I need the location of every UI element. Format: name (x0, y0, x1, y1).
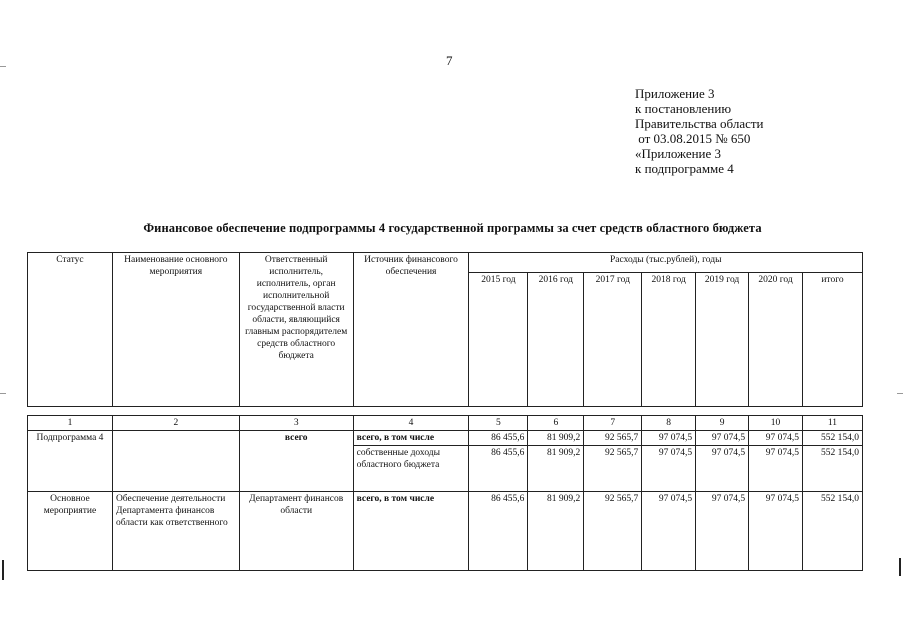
row-status: Подпрограмма 4 (28, 431, 113, 492)
column-number: 2 (112, 416, 239, 431)
row-value-total: 552 154,0 (802, 492, 862, 571)
scan-edge-tick (0, 66, 6, 67)
row-value-2015: 86 455,6 (469, 492, 528, 571)
row-value-2016: 81 909,2 (528, 446, 584, 492)
appendix-block (635, 86, 764, 176)
row-value-2015: 86 455,6 (469, 446, 528, 492)
row-value-2016: 81 909,2 (528, 431, 584, 446)
header-year-2015: 2015 год (469, 273, 528, 407)
column-number: 3 (239, 416, 353, 431)
column-number: 5 (469, 416, 528, 431)
scan-edge-mark-right (899, 558, 901, 576)
header-year-2017: 2017 год (584, 273, 642, 407)
row-value-2020: 97 074,5 (749, 492, 803, 571)
table-row (28, 431, 863, 446)
row-value-2016: 81 909,2 (528, 492, 584, 571)
column-number: 9 (696, 416, 749, 431)
row-value-2018: 97 074,5 (642, 492, 696, 571)
row-value-2015: 86 455,6 (469, 431, 528, 446)
appendix-line: к подпрограмме 4 (635, 161, 734, 176)
header-year-2019: 2019 год (696, 273, 749, 407)
appendix-line: «Приложение 3 (635, 146, 722, 161)
header-expenses: Расходы (тыс.рублей), годы (469, 253, 863, 273)
header-total: итого (802, 273, 862, 407)
row-value-2020: 97 074,5 (749, 446, 803, 492)
row-value-2019: 97 074,5 (696, 446, 749, 492)
header-executor: Ответственный исполнитель, исполнитель, орган исполнительной государственной власти области, являющийся главным распорядителем средств областного бюджета (239, 253, 353, 407)
document-title: Финансовое обеспечение подпрограммы 4 государственной программы за счет средств областного бюджета (143, 221, 762, 235)
appendix-line: Правительства области (635, 116, 764, 131)
header-status: Статус (28, 253, 113, 407)
row-value-2017: 92 565,7 (584, 492, 642, 571)
row-value-2019: 97 074,5 (696, 492, 749, 571)
row-value-2018: 97 074,5 (642, 446, 696, 492)
header-name: Наименование основного мероприятия (112, 253, 239, 407)
row-value-2018: 97 074,5 (642, 431, 696, 446)
row-source: всего, в том числе (353, 431, 469, 446)
row-value-2017: 92 565,7 (584, 446, 642, 492)
row-value-total: 552 154,0 (802, 431, 862, 446)
row-name (112, 431, 239, 492)
scan-edge-tick (0, 393, 6, 394)
row-status: Основное мероприятие (28, 492, 113, 571)
row-name: Обеспечение деятельности Департамента финансов области как ответственного (112, 492, 239, 571)
column-number: 8 (642, 416, 696, 431)
row-value-2017: 92 565,7 (584, 431, 642, 446)
appendix-line: от 03.08.2015 № 650 (635, 131, 751, 146)
column-number: 6 (528, 416, 584, 431)
column-number: 11 (802, 416, 862, 431)
financing-table-body (27, 415, 863, 571)
appendix-line: Приложение 3 (635, 86, 715, 101)
row-value-2020: 97 074,5 (749, 431, 803, 446)
financing-table-header (27, 252, 863, 407)
column-number: 7 (584, 416, 642, 431)
header-year-2018: 2018 год (642, 273, 696, 407)
column-number-row (28, 416, 863, 431)
header-year-2016: 2016 год (528, 273, 584, 407)
row-executor: всего (239, 431, 353, 492)
header-source: Источник финансового обеспечения (353, 253, 469, 407)
row-value-2019: 97 074,5 (696, 431, 749, 446)
row-executor: Департамент финансов области (239, 492, 353, 571)
page-number: 7 (446, 53, 453, 68)
scan-edge-mark-left (2, 560, 4, 580)
scan-edge-tick (897, 393, 903, 394)
row-source: собственные доходы областного бюджета (353, 446, 469, 492)
row-source: всего, в том числе (353, 492, 469, 571)
column-number: 4 (353, 416, 469, 431)
column-number: 10 (749, 416, 803, 431)
column-number: 1 (28, 416, 113, 431)
header-year-2020: 2020 год (749, 273, 803, 407)
row-value-total: 552 154,0 (802, 446, 862, 492)
table-row (28, 492, 863, 571)
appendix-line: к постановлению (635, 101, 732, 116)
